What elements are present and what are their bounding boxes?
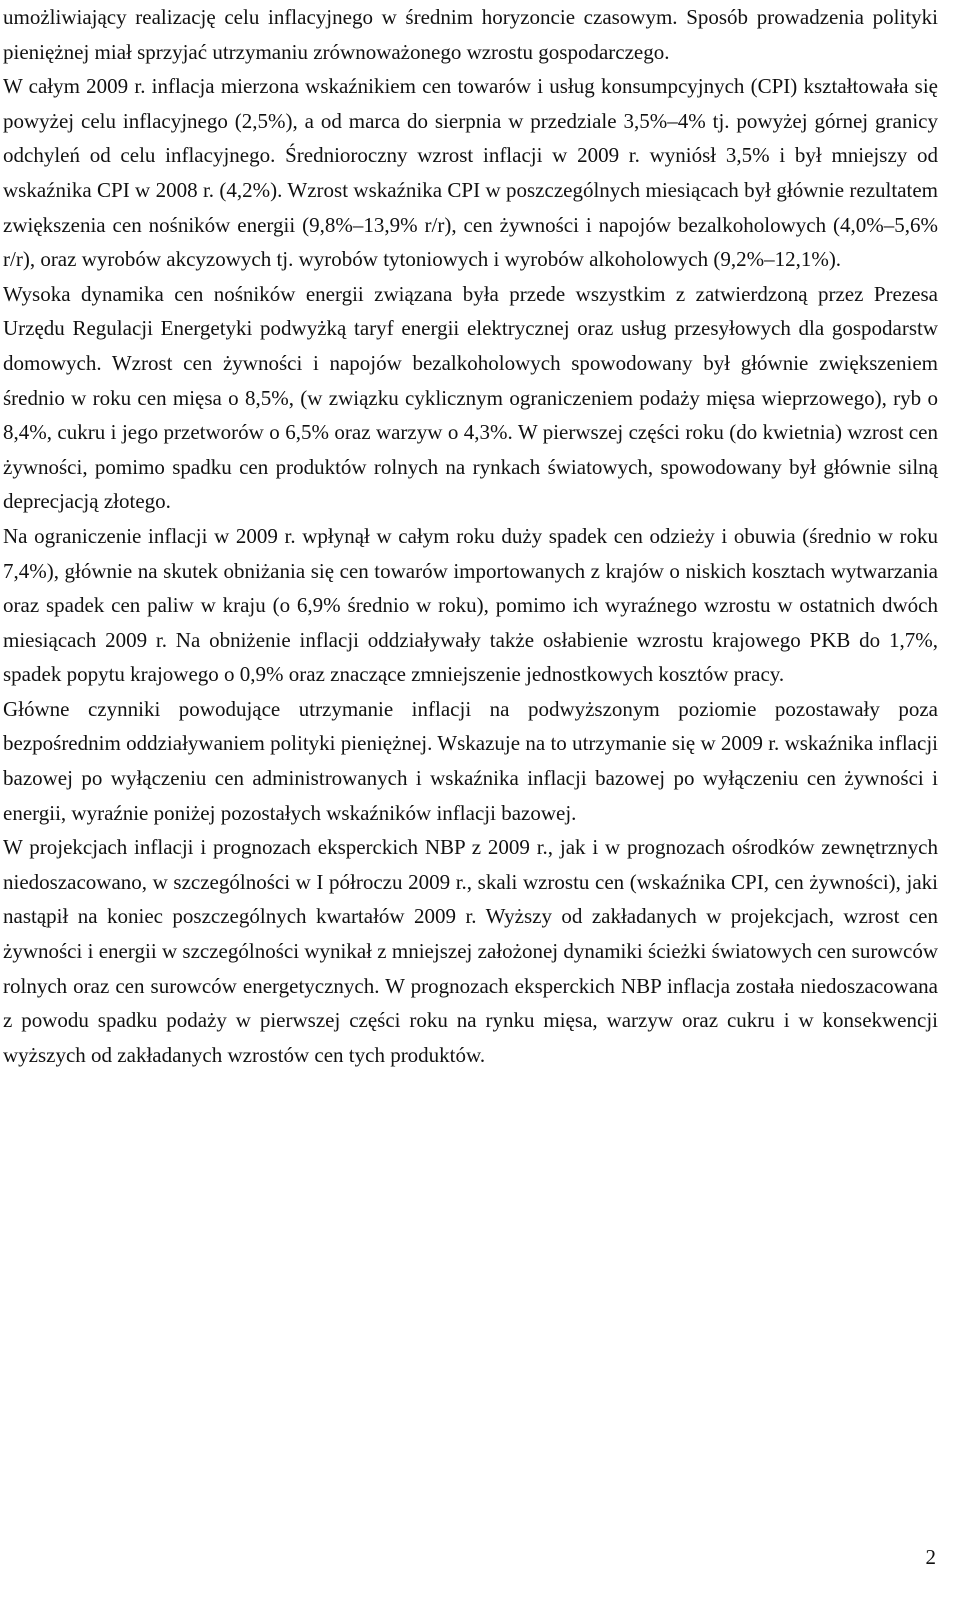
document-body (3, 0, 938, 1072)
paragraph-2: W całym 2009 r. inflacja mierzona wskaźnikiem cen towarów i usług konsumpcyjnych (CPI) kształtowała się powyżej celu inflacyjnego (2,5%), a od marca do sierpnia w przedziale 3,5%–4% tj. powyżej górnej granicy odchyleń od celu inflacyjnego. Średnioroczny wzrost inflacji w 2009 r. wyniósł 3,5% i był mniejszy od wskaźnika CPI w 2008 r. (4,2%). Wzrost wskaźnika CPI w poszczególnych miesiącach był głównie rezultatem zwiększenia cen nośników energii (9,8%–13,9% r/r), cen żywności i napojów bezalkoholowych (4,0%–5,6% r/r), oraz wyrobów akcyzowych tj. wyrobów tytoniowych i wyrobów alkoholowych (9,2%–12,1%). (3, 74, 938, 272)
paragraph-1: umożliwiający realizację celu inflacyjnego w średnim horyzoncie czasowym. Sposób prowadzenia polityki pieniężnej miał sprzyjać utrzymaniu zrównoważonego wzrostu gospodarczego. (3, 5, 938, 64)
paragraph-5: Główne czynniki powodujące utrzymanie inflacji na podwyższonym poziomie pozostawały poza bezpośrednim oddziaływaniem polityki pieniężnej. Wskazuje na to utrzymanie się w 2009 r. wskaźnika inflacji bazowej po wyłączeniu cen administrowanych i wskaźnika inflacji bazowej po wyłączeniu cen żywności i energii, wyraźnie poniżej pozostałych wskaźników inflacji bazowej. (3, 696, 938, 825)
paragraph-4: Na ograniczenie inflacji w 2009 r. wpłynął w całym roku duży spadek cen odzieży i obuwia (średnio w roku 7,4%), głównie na skutek obniżania się cen towarów importowanych z krajów o niskich kosztach wytwarzania oraz spadek cen paliw w kraju (o 6,9% średnio w roku), pomimo ich wyraźnego wzrostu w ostatnich dwóch miesiącach 2009 r. Na obniżenie inflacji oddziaływały także osłabienie wzrostu krajowego PKB do 1,7%, spadek popytu krajowego o 0,9% oraz znaczące zmniejszenie jednostkowych kosztów pracy. (3, 523, 938, 687)
page-number: 2 (925, 1545, 936, 1569)
paragraph-3: Wysoka dynamika cen nośników energii związana była przede wszystkim z zatwierdzoną przez Prezesa Urzędu Regulacji Energetyki podwyżką taryf energii elektrycznej oraz usług przesyłowych dla gospodarstw domowych. Wzrost cen żywności i napojów bezalkoholowych spowodowany był głównie zwiększeniem średnio w roku cen mięsa o 8,5%, (w związku cyklicznym ograniczeniem podaży mięsa wieprzowego), ryb o 8,4%, cukru i jego przetworów o 6,5% oraz warzyw o 4,3%. W pierwszej części roku (do kwietnia) wzrost cen żywności, pomimo spadku cen produktów rolnych na rynkach światowych, spowodowany był głównie silną deprecjacją złotego. (3, 281, 938, 514)
paragraph-6: W projekcjach inflacji i prognozach eksperckich NBP z 2009 r., jak i w prognozach ośrodków zewnętrznych niedoszacowano, w szczególności w I półroczu 2009 r., skali wzrostu cen (wskaźnika CPI, cen żywności), jaki nastąpił na koniec poszczególnych kwartałów 2009 r. Wyższy od zakładanych w projekcjach, wzrost cen żywności i energii w szczególności wynikał z mniejszej założonej dynamiki ścieżki światowych cen surowców rolnych oraz cen surowców energetycznych. W prognozach eksperckich NBP inflacja została niedoszacowana z powodu spadku podaży w pierwszej części roku na rynku mięsa, warzyw oraz cukru i w konsekwencji wyższych od zakładanych wzrostów cen tych produktów. (3, 835, 938, 1067)
